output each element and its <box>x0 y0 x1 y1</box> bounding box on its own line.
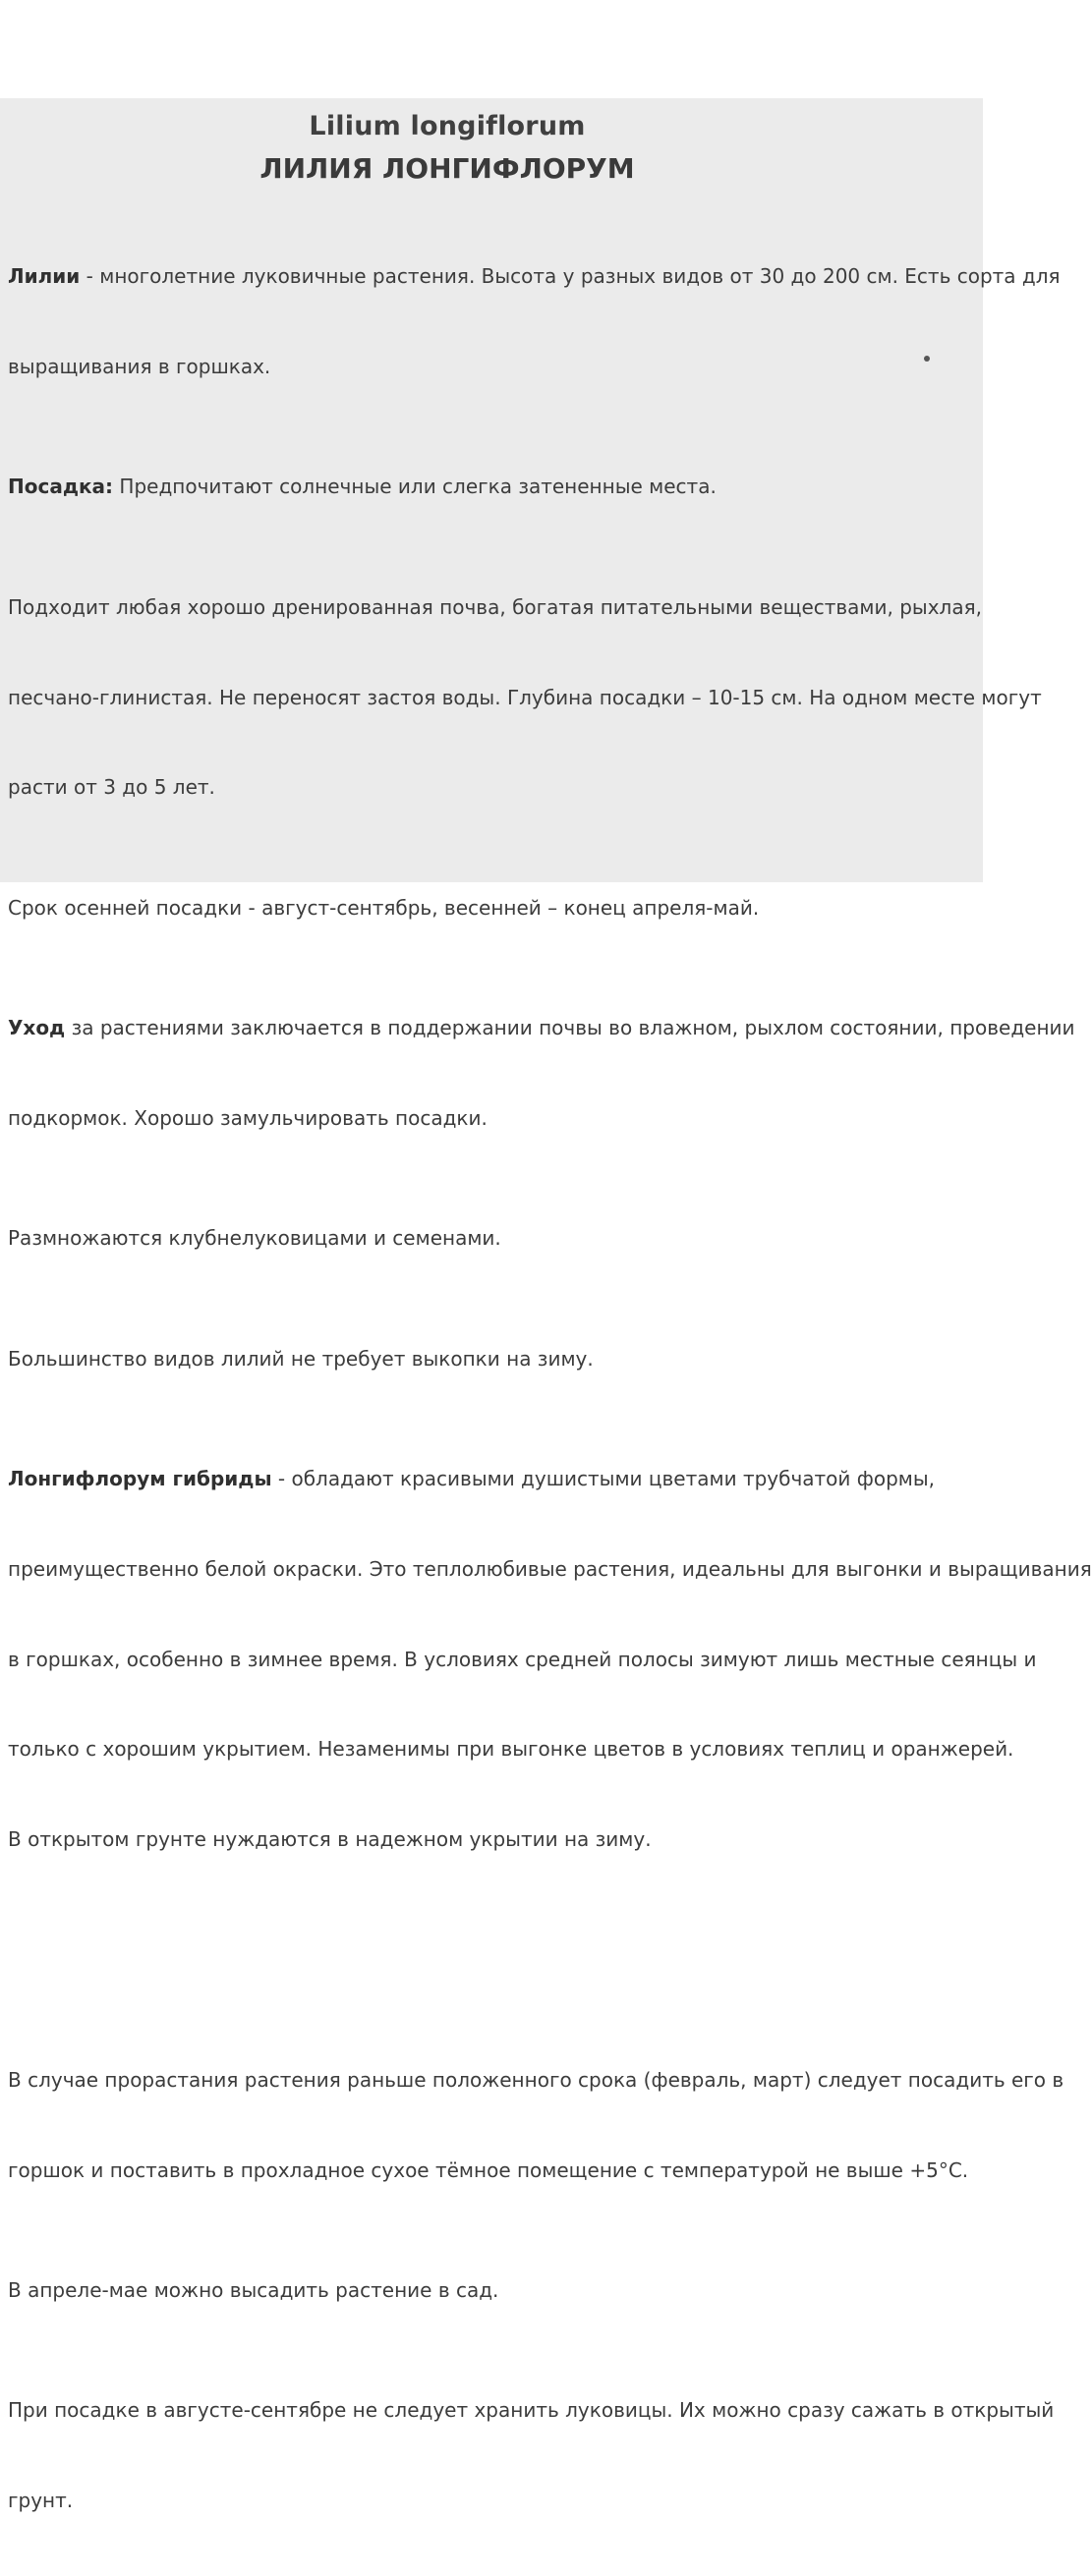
paragraph-propagation-line-1: Размножаются клубнелуковицами и семенами. <box>8 1226 501 1251</box>
title-russian: ЛИЛИЯ ЛОНГИФЛОРУМ <box>259 152 635 185</box>
paragraph-care-line-1 <box>8 1013 1075 1043</box>
paragraph-winter-line-1: Большинство видов лилий не требует выкопки на зиму. <box>8 1346 594 1371</box>
paragraph-hybrids-line-5: В открытом грунте нуждаются в надежном укрытии на зиму. <box>8 1827 652 1852</box>
paragraph-early-sprout-line-2: горшок и поставить в прохладное сухое тёмное помещение с температурой не выше +5°С. <box>8 2157 969 2182</box>
document-body <box>8 201 1092 2576</box>
paragraph-planting-line-1 <box>8 472 981 502</box>
text-span: - многолетние луковичные растения. Высота у разных видов от 30 до 200 см. Есть сорта для <box>80 264 1061 289</box>
paragraph-timing-line-1: Срок осенней посадки - август-сентябрь, весенней – конец апреля-май. <box>8 895 760 920</box>
paragraph-hybrids-line-1 <box>8 1464 981 1494</box>
text-span: за растениями заключается в поддержании почвы во влажном, рыхлом состоянии, проведении <box>65 1016 1075 1040</box>
title-latin: Lilium longiflorum <box>309 111 586 141</box>
paragraph-hybrids-line-2: преимущественно белой окраски. Это теплолюбивые растения, идеальны для выгонки и выращивания <box>8 1556 1092 1581</box>
paragraph-spacer <box>8 1944 981 1975</box>
paragraph-soil-line-1: Подходит любая хорошо дренированная почва, богатая питательными веществами, рыхлая, <box>8 594 982 619</box>
paragraph-hybrids-line-4: только с хорошим укрытием. Незаменимы при выгонке цветов в условиях теплиц и оранжерей. <box>8 1737 1014 1762</box>
paragraph-soil-line-3: расти от 3 до 5 лет. <box>8 775 215 800</box>
paragraph-early-sprout-line-1: В случае прорастания растения раньше положенного срока (февраль, март) следует посадить его в <box>8 2067 1064 2092</box>
bold-term-planting: Посадка: <box>8 475 114 499</box>
bold-term-care: Уход <box>8 1016 66 1040</box>
paragraph-lilies-line-1 <box>8 261 1061 292</box>
bold-term-hybrids: Лонгифлорум гибриды <box>8 1466 272 1490</box>
paragraph-hybrids-line-3: в горшках, особенно в зимнее время. В условиях средней полосы зимуют лишь местные сеянцы и <box>8 1647 1037 1671</box>
text-span: - обладают красивыми душистыми цветами трубчатой формы, <box>271 1466 936 1490</box>
paragraph-soil-line-2: песчано-глинистая. Не переносят застоя воды. Глубина посадки – 10-15 см. На одном месте могут <box>8 685 1042 709</box>
bold-term-lilies: Лилии <box>8 264 81 289</box>
text-span: Предпочитают солнечные или слегка затененные места. <box>113 475 717 499</box>
paragraph-lilies-line-2: выращивания в горшках. <box>8 354 271 378</box>
paragraph-garden-line-1: В апреле-мае можно высадить растение в сад. <box>8 2277 499 2302</box>
paragraph-care-line-2: подкормок. Хорошо замульчировать посадки. <box>8 1105 488 1130</box>
paragraph-storage-line-1: При посадке в августе-сентябре не следует хранить луковицы. Их можно сразу сажать в открытый <box>8 2398 1055 2423</box>
paragraph-storage-line-2: грунт. <box>8 2489 74 2513</box>
